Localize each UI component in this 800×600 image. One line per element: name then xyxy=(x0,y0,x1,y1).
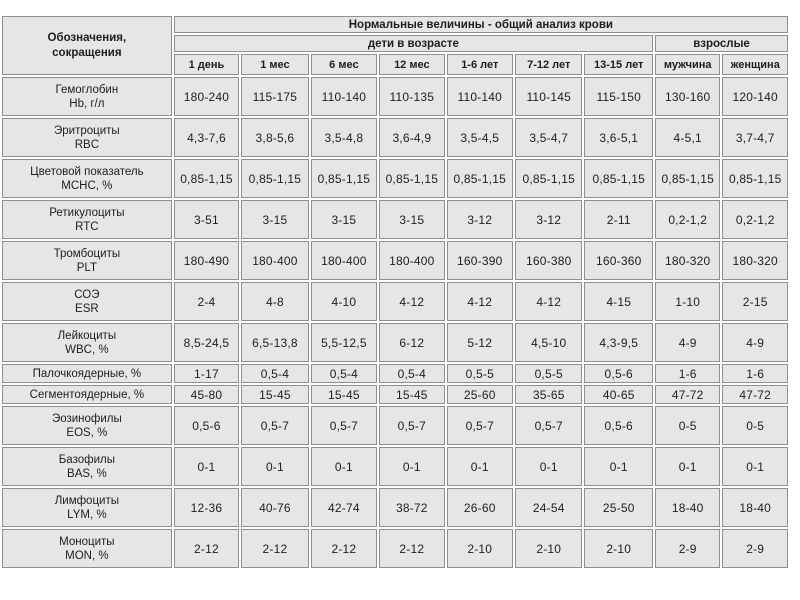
row-abbreviation: EOS, % xyxy=(66,426,108,439)
table-title: Нормальные величины - общий анализ крови xyxy=(174,16,788,33)
column-header: женщина xyxy=(722,54,788,75)
value-cell: 1-6 xyxy=(655,364,720,383)
row-label xyxy=(2,488,172,527)
value-cell: 2-12 xyxy=(241,529,308,568)
value-cell: 15-45 xyxy=(241,385,308,404)
column-header: 6 мес xyxy=(311,54,377,75)
value-cell: 0-5 xyxy=(722,406,788,445)
row-abbreviation: PLT xyxy=(76,261,97,274)
value-cell: 0,5-7 xyxy=(515,406,582,445)
value-cell: 110-145 xyxy=(515,77,582,116)
children-age-header: дети в возрасте xyxy=(174,35,653,52)
table-row xyxy=(2,200,788,239)
value-cell: 0-1 xyxy=(515,447,582,486)
value-cell: 115-175 xyxy=(241,77,308,116)
row-name: СОЭ xyxy=(74,288,100,301)
value-cell: 0,5-7 xyxy=(241,406,308,445)
value-cell: 26-60 xyxy=(447,488,513,527)
value-cell: 40-76 xyxy=(241,488,308,527)
table-row xyxy=(2,323,788,362)
table-row xyxy=(2,447,788,486)
row-label xyxy=(2,323,172,362)
value-cell: 0,2-1,2 xyxy=(655,200,720,239)
value-cell: 0-1 xyxy=(447,447,513,486)
value-cell: 4-12 xyxy=(447,282,513,321)
value-cell: 0,85-1,15 xyxy=(379,159,444,198)
column-header: 12 мес xyxy=(379,54,444,75)
row-label xyxy=(2,282,172,321)
row-name: Гемоглобин xyxy=(55,83,119,96)
value-cell: 0,5-7 xyxy=(311,406,377,445)
value-cell: 3,8-5,6 xyxy=(241,118,308,157)
table-row xyxy=(2,77,788,116)
row-abbreviation: Hb, г/л xyxy=(69,97,105,110)
value-cell: 2-10 xyxy=(515,529,582,568)
value-cell: 160-380 xyxy=(515,241,582,280)
column-header: 1 мес xyxy=(241,54,308,75)
value-cell: 0-1 xyxy=(241,447,308,486)
column-header: 7-12 лет xyxy=(515,54,582,75)
row-label xyxy=(2,364,172,383)
value-cell: 3-15 xyxy=(379,200,444,239)
value-cell: 1-10 xyxy=(655,282,720,321)
value-cell: 2-15 xyxy=(722,282,788,321)
value-cell: 110-140 xyxy=(447,77,513,116)
row-name: Ретикулоциты xyxy=(49,206,125,219)
value-cell: 3-15 xyxy=(311,200,377,239)
value-cell: 0,85-1,15 xyxy=(655,159,720,198)
column-header: 1 день xyxy=(174,54,239,75)
value-cell: 25-50 xyxy=(584,488,653,527)
row-label xyxy=(2,118,172,157)
table-row xyxy=(2,488,788,527)
blood-test-table-wrapper xyxy=(0,14,790,570)
value-cell: 0-1 xyxy=(311,447,377,486)
table-row xyxy=(2,406,788,445)
table-row xyxy=(2,364,788,383)
value-cell: 15-45 xyxy=(379,385,444,404)
value-cell: 4-15 xyxy=(584,282,653,321)
value-cell: 4-12 xyxy=(379,282,444,321)
value-cell: 0,5-6 xyxy=(174,406,239,445)
value-cell: 4-9 xyxy=(655,323,720,362)
value-cell: 3,5-4,8 xyxy=(311,118,377,157)
value-cell: 0,5-4 xyxy=(311,364,377,383)
row-name: Эритроциты xyxy=(54,124,120,137)
value-cell: 160-390 xyxy=(447,241,513,280)
value-cell: 15-45 xyxy=(311,385,377,404)
row-label xyxy=(2,200,172,239)
value-cell: 0-1 xyxy=(655,447,720,486)
value-cell: 2-12 xyxy=(379,529,444,568)
value-cell: 0,5-5 xyxy=(515,364,582,383)
value-cell: 3,5-4,5 xyxy=(447,118,513,157)
row-abbreviation: LYM, % xyxy=(67,508,107,521)
row-name: Палочкоядерные, % xyxy=(32,367,142,380)
value-cell: 5,5-12,5 xyxy=(311,323,377,362)
column-header: 1-6 лет xyxy=(447,54,513,75)
value-cell: 120-140 xyxy=(722,77,788,116)
abbr-header-line-1: Обозначения, xyxy=(47,31,127,44)
value-cell: 1-17 xyxy=(174,364,239,383)
row-label xyxy=(2,406,172,445)
value-cell: 4-10 xyxy=(311,282,377,321)
value-cell: 6-12 xyxy=(379,323,444,362)
value-cell: 2-10 xyxy=(584,529,653,568)
row-name: Сегментоядерные, % xyxy=(29,388,145,401)
value-cell: 2-4 xyxy=(174,282,239,321)
row-label xyxy=(2,159,172,198)
value-cell: 4,5-10 xyxy=(515,323,582,362)
value-cell: 0,5-4 xyxy=(379,364,444,383)
value-cell: 3-15 xyxy=(241,200,308,239)
row-label xyxy=(2,77,172,116)
abbr-header-line-2: сокращения xyxy=(52,46,122,59)
row-abbreviation: RBC xyxy=(74,138,99,151)
abbreviations-header xyxy=(2,16,172,75)
table-row xyxy=(2,529,788,568)
value-cell: 8,5-24,5 xyxy=(174,323,239,362)
row-label xyxy=(2,447,172,486)
value-cell: 3-12 xyxy=(447,200,513,239)
value-cell: 110-140 xyxy=(311,77,377,116)
value-cell: 160-360 xyxy=(584,241,653,280)
table-body xyxy=(2,77,788,568)
row-name: Лейкоциты xyxy=(57,329,117,342)
row-abbreviation: MON, % xyxy=(65,549,109,562)
table-header xyxy=(2,16,788,75)
value-cell: 4,3-9,5 xyxy=(584,323,653,362)
value-cell: 3,5-4,7 xyxy=(515,118,582,157)
row-name: Моноциты xyxy=(59,535,115,548)
table-row xyxy=(2,241,788,280)
value-cell: 2-11 xyxy=(584,200,653,239)
value-cell: 130-160 xyxy=(655,77,720,116)
row-name: Тромбоциты xyxy=(53,247,121,260)
row-abbreviation: RTC xyxy=(75,220,99,233)
value-cell: 180-240 xyxy=(174,77,239,116)
value-cell: 12-36 xyxy=(174,488,239,527)
value-cell: 0,85-1,15 xyxy=(241,159,308,198)
value-cell: 18-40 xyxy=(722,488,788,527)
table-row xyxy=(2,118,788,157)
value-cell: 0,5-7 xyxy=(379,406,444,445)
value-cell: 3-51 xyxy=(174,200,239,239)
value-cell: 18-40 xyxy=(655,488,720,527)
value-cell: 2-9 xyxy=(655,529,720,568)
value-cell: 180-400 xyxy=(311,241,377,280)
row-name: Базофилы xyxy=(58,453,115,466)
value-cell: 0-1 xyxy=(174,447,239,486)
value-cell: 0,5-7 xyxy=(447,406,513,445)
value-cell: 24-54 xyxy=(515,488,582,527)
value-cell: 1-6 xyxy=(722,364,788,383)
value-cell: 0,85-1,15 xyxy=(311,159,377,198)
row-abbreviation: WBC, % xyxy=(65,343,109,356)
value-cell: 0,85-1,15 xyxy=(447,159,513,198)
value-cell: 4-5,1 xyxy=(655,118,720,157)
column-header: мужчина xyxy=(655,54,720,75)
row-label xyxy=(2,385,172,404)
value-cell: 3-12 xyxy=(515,200,582,239)
value-cell: 0,5-6 xyxy=(584,364,653,383)
value-cell: 40-65 xyxy=(584,385,653,404)
value-cell: 6,5-13,8 xyxy=(241,323,308,362)
value-cell: 0-1 xyxy=(722,447,788,486)
table-row xyxy=(2,159,788,198)
value-cell: 0-1 xyxy=(379,447,444,486)
value-cell: 4,3-7,6 xyxy=(174,118,239,157)
value-cell: 3,7-4,7 xyxy=(722,118,788,157)
value-cell: 0-1 xyxy=(584,447,653,486)
row-label xyxy=(2,241,172,280)
value-cell: 35-65 xyxy=(515,385,582,404)
value-cell: 4-8 xyxy=(241,282,308,321)
value-cell: 0,5-4 xyxy=(241,364,308,383)
value-cell: 180-320 xyxy=(722,241,788,280)
row-abbreviation: MCHC, % xyxy=(61,179,113,192)
value-cell: 4-9 xyxy=(722,323,788,362)
table-row xyxy=(2,385,788,404)
value-cell: 180-490 xyxy=(174,241,239,280)
value-cell: 180-320 xyxy=(655,241,720,280)
value-cell: 0,5-5 xyxy=(447,364,513,383)
value-cell: 0,85-1,15 xyxy=(722,159,788,198)
value-cell: 5-12 xyxy=(447,323,513,362)
value-cell: 0,5-6 xyxy=(584,406,653,445)
column-header: 13-15 лет xyxy=(584,54,653,75)
value-cell: 110-135 xyxy=(379,77,444,116)
adults-header: взрослые xyxy=(655,35,788,52)
value-cell: 3,6-4,9 xyxy=(379,118,444,157)
value-cell: 4-12 xyxy=(515,282,582,321)
value-cell: 0,85-1,15 xyxy=(584,159,653,198)
value-cell: 2-12 xyxy=(311,529,377,568)
value-cell: 2-12 xyxy=(174,529,239,568)
value-cell: 25-60 xyxy=(447,385,513,404)
value-cell: 0,85-1,15 xyxy=(515,159,582,198)
row-abbreviation: BAS, % xyxy=(67,467,107,480)
value-cell: 115-150 xyxy=(584,77,653,116)
value-cell: 0-5 xyxy=(655,406,720,445)
value-cell: 47-72 xyxy=(722,385,788,404)
value-cell: 0,2-1,2 xyxy=(722,200,788,239)
value-cell: 47-72 xyxy=(655,385,720,404)
value-cell: 45-80 xyxy=(174,385,239,404)
value-cell: 3,6-5,1 xyxy=(584,118,653,157)
value-cell: 0,85-1,15 xyxy=(174,159,239,198)
row-label xyxy=(2,529,172,568)
row-name: Лимфоциты xyxy=(54,494,119,507)
value-cell: 180-400 xyxy=(241,241,308,280)
table-row xyxy=(2,282,788,321)
row-name: Эозинофилы xyxy=(51,412,122,425)
row-name: Цветовой показатель xyxy=(30,165,144,178)
value-cell: 42-74 xyxy=(311,488,377,527)
value-cell: 2-9 xyxy=(722,529,788,568)
value-cell: 180-400 xyxy=(379,241,444,280)
blood-test-table xyxy=(0,14,790,570)
row-abbreviation: ESR xyxy=(75,302,99,315)
value-cell: 2-10 xyxy=(447,529,513,568)
value-cell: 38-72 xyxy=(379,488,444,527)
